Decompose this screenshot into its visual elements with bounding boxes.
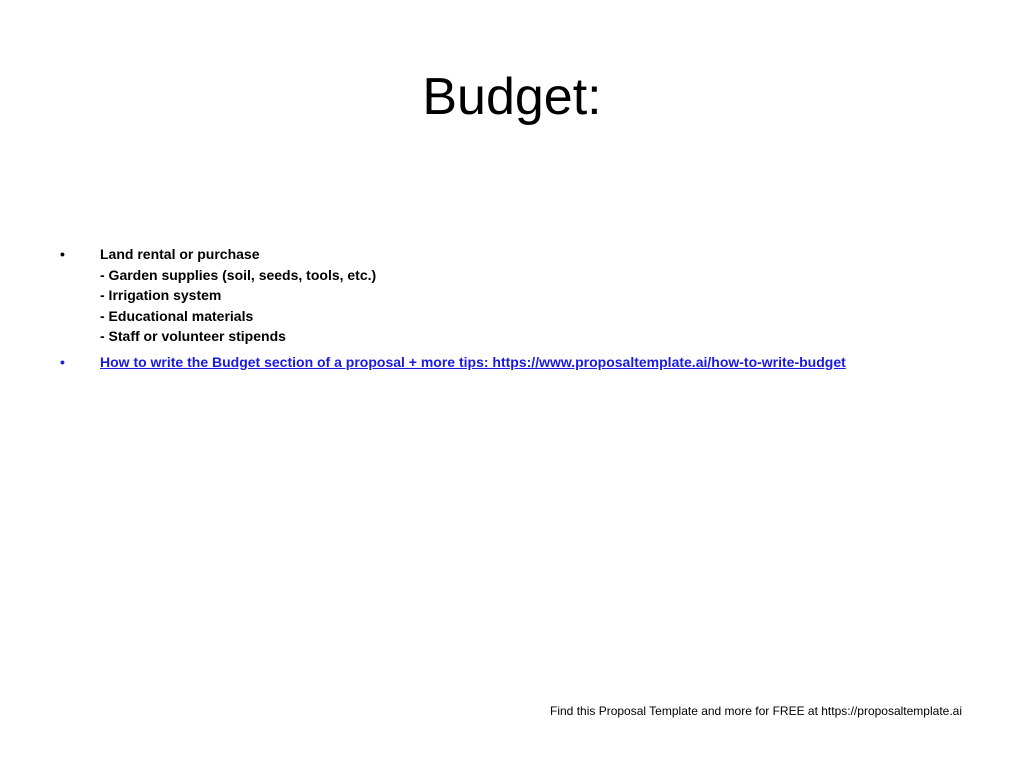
bullet-item-budget-items bbox=[60, 244, 960, 347]
budget-line-educational-materials: - Educational materials bbox=[100, 307, 254, 324]
bullet-icon: • bbox=[60, 353, 65, 370]
budget-tips-link[interactable]: How to write the Budget section of a proposal + more tips: https://www.proposaltemplate.ai/how-to-write-budget bbox=[100, 353, 846, 370]
budget-line-irrigation: - Irrigation system bbox=[100, 287, 222, 303]
budget-line-stipends: - Staff or volunteer stipends bbox=[100, 328, 286, 344]
bullet-icon: • bbox=[60, 246, 65, 262]
bullet-list bbox=[60, 244, 960, 377]
slide-title: Budget: bbox=[422, 68, 602, 126]
budget-line-land: Land rental or purchase bbox=[100, 246, 260, 262]
budget-line-garden-supplies: - Garden supplies (soil, seeds, tools, etc.) bbox=[100, 266, 377, 283]
bullet-item-tips-link bbox=[60, 352, 960, 373]
footer-note: Find this Proposal Template and more for FREE at https://proposaltemplate.ai bbox=[550, 704, 962, 718]
